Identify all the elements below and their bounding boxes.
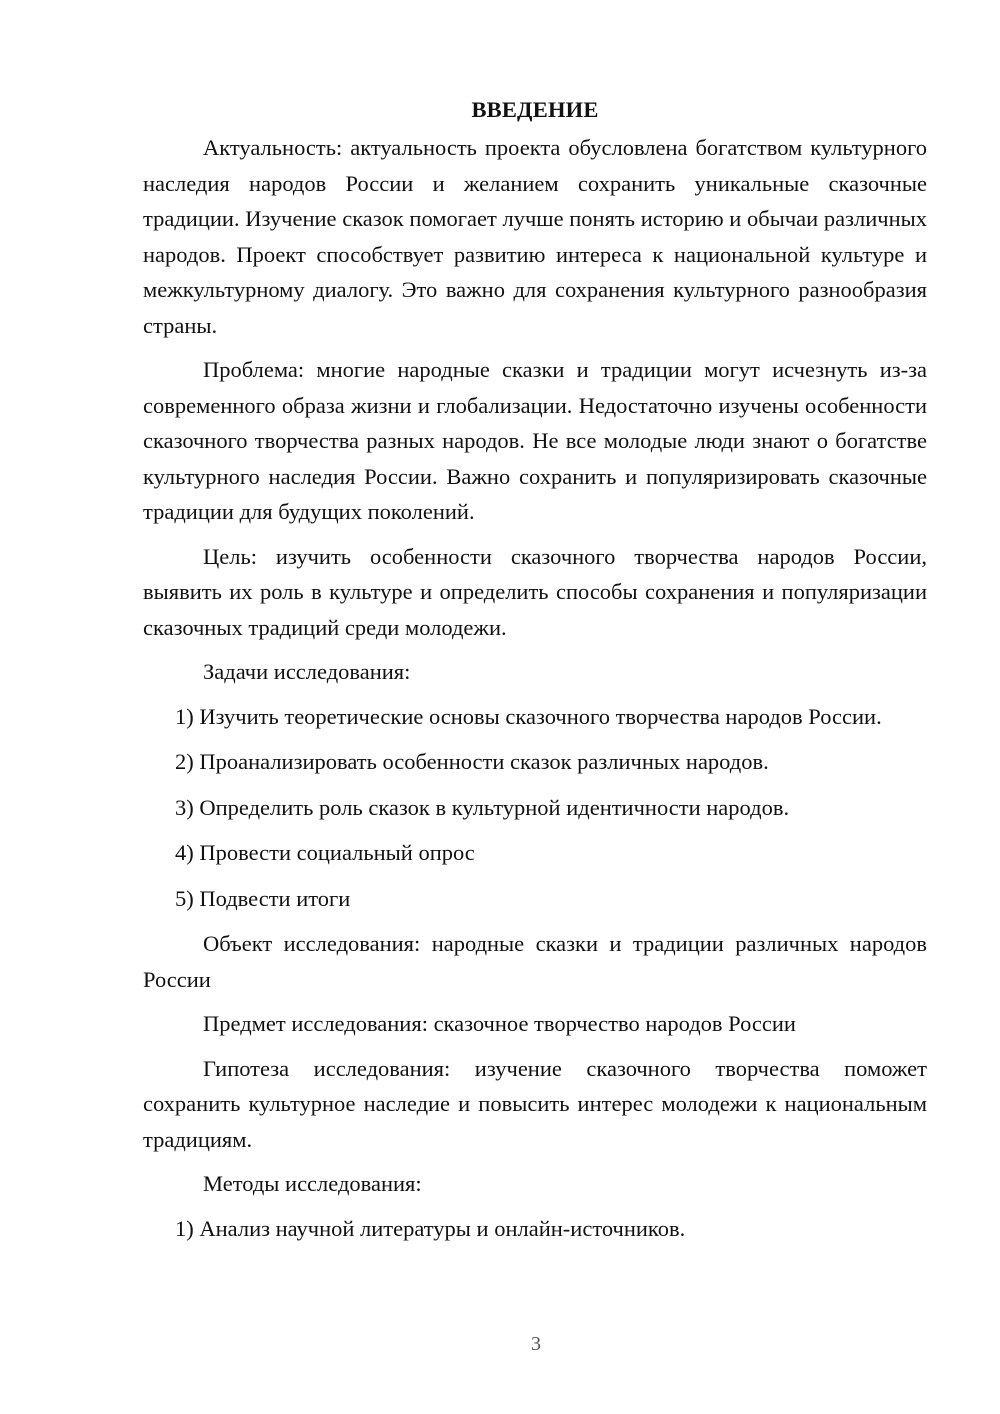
page-content: [143, 92, 927, 1256]
task-item-3: 3) Определить роль сказок в культурной идентичности народов.: [175, 794, 790, 820]
paragraph-methods-heading: Методы исследования:: [203, 1171, 422, 1196]
paragraph-object: Объект исследования: народные сказки и традиции различных народов России: [143, 931, 927, 992]
task-item-4: 4) Провести социальный опрос: [175, 840, 475, 865]
page-number: 3: [531, 1333, 541, 1355]
paragraph-tasks-heading: Задачи исследования:: [203, 659, 411, 684]
paragraph-relevance: Актуальность: актуальность проекта обусловлена богатством культурного наследия народов России и желанием сохранить уникальные сказочные традиции. Изучение сказок помогает лучше понять историю и обычаи различных народов. Проект способствует развитию интереса к национальной культуре и межкультурному диалогу. Это важно для сохранения культурного разнообразия страны.: [143, 135, 927, 338]
task-item-2: 2) Проанализировать особенности сказок различных народов.: [175, 749, 769, 774]
paragraph-problem: Проблема: многие народные сказки и традиции могут исчезнуть из-за современного образа жизни и глобализации. Недостаточно изучены особенности сказочного творчества разных народов. Не все молодые люди знают о богатстве культурного наследия России. Важно сохранить и популяризировать сказочные традиции для будущих поколений.: [143, 357, 927, 524]
paragraph-hypothesis: Гипотеза исследования: изучение сказочного творчества поможет сохранить культурное наследие и повысить интерес молодежи к национальным традициям.: [143, 1055, 927, 1152]
paragraph-goal: Цель: изучить особенности сказочного творчества народов России, выявить их роль в культуре и определить способы сохранения и популяризации сказочных традиций среди молодежи.: [143, 543, 927, 640]
paragraph-subject: Предмет исследования: сказочное творчество народов России: [203, 1011, 796, 1036]
task-item-5: 5) Подвести итоги: [175, 885, 351, 911]
page-title: ВВЕДЕНИЕ: [471, 97, 599, 122]
method-item-1: 1) Анализ научной литературы и онлайн-источников.: [175, 1215, 686, 1241]
task-item-1: 1) Изучить теоретические основы сказочного творчества народов России.: [175, 703, 882, 729]
